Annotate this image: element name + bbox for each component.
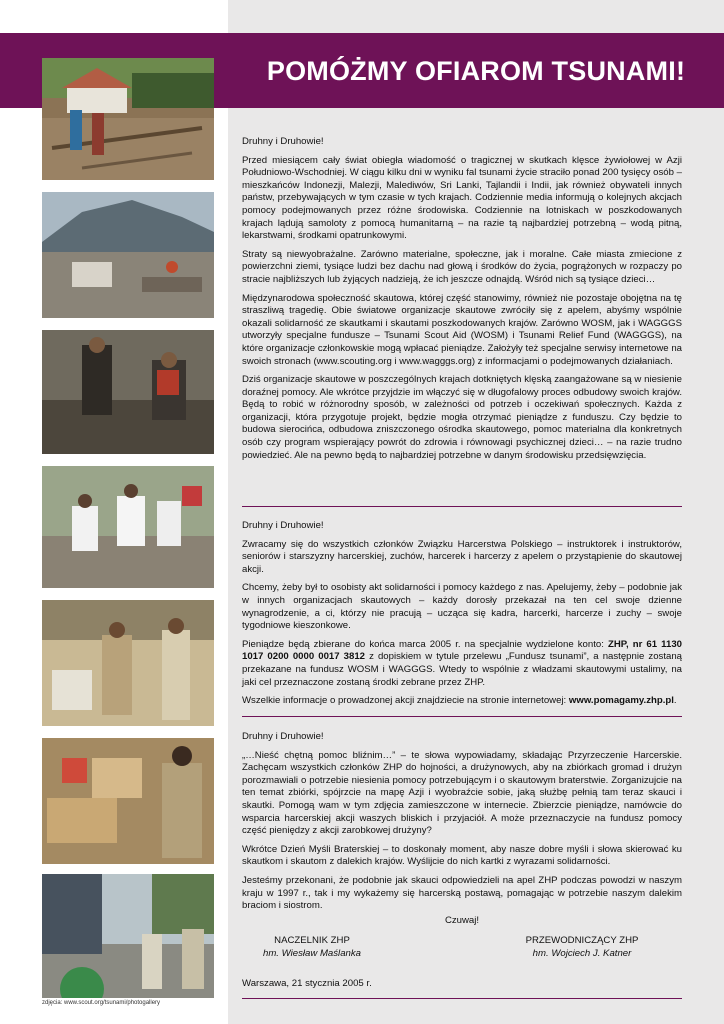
bottom-divider — [242, 998, 682, 999]
paragraph — [242, 639, 682, 689]
paragraph — [242, 695, 682, 708]
signer-role: PRZEWODNICZĄCY ZHP — [525, 935, 639, 946]
signer-name: hm. Wojciech J. Katner — [532, 948, 632, 959]
paragraph: Wkrótce Dzień Myśli Braterskiej – to doskonały moment, aby nasze dobre myśli i słowa skierować ku skautkom i skautom z dalekich krajów. Wyślijcie do nich kartki z wyrazami solidarności. — [242, 843, 682, 868]
photo-aid-warehouse — [42, 600, 214, 726]
closing-greeting: Czuwaj! — [444, 915, 480, 926]
greeting-2: Druhny i Druhowie! — [242, 520, 324, 531]
photo-unloading-aid — [42, 874, 214, 998]
signer-role: NACZELNIK ZHP — [274, 935, 350, 946]
letter-date: Warszawa, 21 stycznia 2005 r. — [242, 978, 372, 989]
photo-scouts-helping — [42, 466, 214, 588]
photo-rescue-workers — [42, 330, 214, 454]
paragraph: Międzynarodowa społeczność skautowa, której część stanowimy, również nie pozostaje obojętna na tę straszliwą tragedię. Obie światowe organizacje skautowe zwróciły się z apelem, abyśmy wspólnie okazali solidarność ze skautkami i skautami poszkodowanych krajów. Zarówno WOSM, jak i WAGGGS utworzyły specjalne fundusze – Tsunami Scout Aid (WOSM) i Tsunami Relief Fund (WAGGGS), na które organizacje członkowskie mogą wpłacać pieniądze. Założyły też specjalne serwisy internetowe na swoich stronach (www.scouting.org i www.wagggs.org) z informacjami o podejmowanych działaniach. — [242, 292, 682, 367]
paragraph: Chcemy, żeby był to osobisty akt solidarności i pomocy każdego z nas. Apelujemy, żeby – podobnie jak w innych organizacjach skautowych – każdy dorosły przekazał na ten cel swoje dzienne wynagrodzenie, a ci, którzy nie pracują – ucząca się kadra, harcerki, harcerze i zuchy – swoje tygodniowe kieszonkowe. — [242, 582, 682, 632]
photo-destroyed-house — [42, 58, 214, 180]
paragraph-text: Wszelkie informacje o prowadzonej akcji znajdziecie na stronie internetowej: — [242, 695, 569, 707]
page-title: POMÓŻMY OFIAROM TSUNAMI! — [266, 56, 686, 86]
photo-flooded-coast — [42, 192, 214, 318]
signature-right — [482, 935, 682, 959]
paragraph-text: . — [673, 695, 677, 707]
letter-body-2 — [242, 520, 682, 714]
signer-name: hm. Wiesław Maślanka — [262, 948, 361, 959]
paragraph: Straty są niewyobrażalne. Zarówno materialne, społeczne, jak i moralne. Całe miasta zmiecione z powierzchni ziemi, tysiące ludzi bez dachu nad głową i środków do życia, pogrążonych w rozpaczy po stracie najbliższych lub żyjących nadzieją, że ich jeszcze odnajdą. Wśród nich są tysiące dzieci… — [242, 248, 682, 285]
paragraph: Dziś organizacje skautowe w poszczególnych krajach dotkniętych klęską zaangażowane są w niesienie doraźnej pomocy. Ale wkrótce przyjdzie im włączyć się w długofalowy proces odbudowy swoich krajów. Będą to robić w różnorodny sposób, w zależności od potrzeb i oczekiwań społecznych. Każda z organizacji, która przygotuje projekt, będzie mogła otrzymać pieniądze z funduszu. Czy będzie to budowa sierocińca, odbudowa zniszczonego ośrodka skautowego, pomoc materialna dla konkretnych osób czy program wspierający powrót do zdrowia i równowagi psychicznej dzieci… – na razie trudno powiedzieć. Ale na pewno będą to najbardziej potrzebne w danym środowisku przedsięwzięcia. — [242, 374, 682, 461]
greeting-3: Druhny i Druhowie! — [242, 731, 324, 742]
paragraph: „…Nieść chętną pomoc bliźnim…” – te słowa wypowiadamy, składając Przyrzeczenie Harcerskie. Zachęcam wszystkich członków ZHP do hojności, a drużynowych, aby na zbiórkach gromad i drużyn porozmawiali o potrzebie niesienia pomocy potrzebującym i o skautowym braterstwie. Zorganizujcie na ten temat zbiórki, spójrzcie na mapę Azji i wyobraźcie sobie, jaką służbę pełnią tam teraz skauci i skautki. Pomogą wam w tym zdjęcia zamieszczone w internecie. Zbierzcie pieniądze, namówcie do wsparcia harcerskiej akcji waszych bliskich i przyjaciół. A może przeznaczycie na fundusz pomocy część pieniędzy z akcji zarobkowej drużyny? — [242, 749, 682, 837]
signature-left — [212, 935, 412, 959]
section-divider — [242, 506, 682, 507]
photo-credit: zdjęcia: www.scout.org/tsunami/photogallery — [42, 1000, 161, 1006]
paragraph: Jesteśmy przekonani, że podobnie jak skauci odpowiedzieli na apel ZHP podczas powodzi w naszym kraju w 1997 r., tak i my wykażemy się harcerską postawą, pomagając w potrzebie naszym dalekim braciom i siostrom. — [242, 874, 682, 912]
photo-relief-boxes — [42, 738, 214, 864]
letter-body — [242, 136, 682, 468]
signature-block — [242, 915, 682, 959]
paragraph-text: z dopiskiem w tytule przelewu „Fundusz tsunami”, a następnie zostaną przekazane na fundusz WOSM i WAGGGS. Wtedy to wspólnie z władzami skautowymi ustalimy, na jaki cel przeznaczone zostaną środki zebrane przez ZHP. — [242, 651, 682, 688]
website-link[interactable]: www.pomagamy.zhp.pl — [568, 695, 674, 707]
paragraph-text: Pieniądze będą zbierane do końca marca 2005 r. na specjalnie wydzielone konto: — [242, 638, 608, 650]
section-divider — [242, 716, 682, 717]
paragraph: Przed miesiącem cały świat obiegła wiadomość o tragicznej w skutkach klęsce żywiołowej w Azji Południowo-Wschodniej. W ciągu kilku dni w wyniku fal tsunami życie straciło ponad 200 tysięcy osób – mieszkańców Indonezji, Malezji, Malediwów, Sri Lanki, Tajlandii i Indii, jak również obywateli innych państw, przebywających w tym czasie w tych krajach. Codziennie media informują o kolejnych akcjach pomocy podejmowanych przez różne środowiska. Codziennie na lotniskach w poszkodowanych krajach lądują samoloty z pomocą humanitarną – na razie tą najbardziej potrzebną – wodą pitną, lekarstwami, środkami opatrunkowymi. — [242, 154, 682, 242]
greeting-1: Druhny i Druhowie! — [242, 136, 324, 147]
paragraph: Zwracamy się do wszystkich członków Związku Harcerstwa Polskiego – instruktorek i instruktorów, seniorów i starszyzny harcerskiej, zuchów, harcerek i harcerzy z apelem o przystąpienie do skautowej akcji. — [242, 538, 682, 575]
bank-account: ZHP, nr 61 1130 1017 0200 0000 0017 3812 — [242, 638, 682, 663]
letter-body-3 — [242, 731, 682, 919]
